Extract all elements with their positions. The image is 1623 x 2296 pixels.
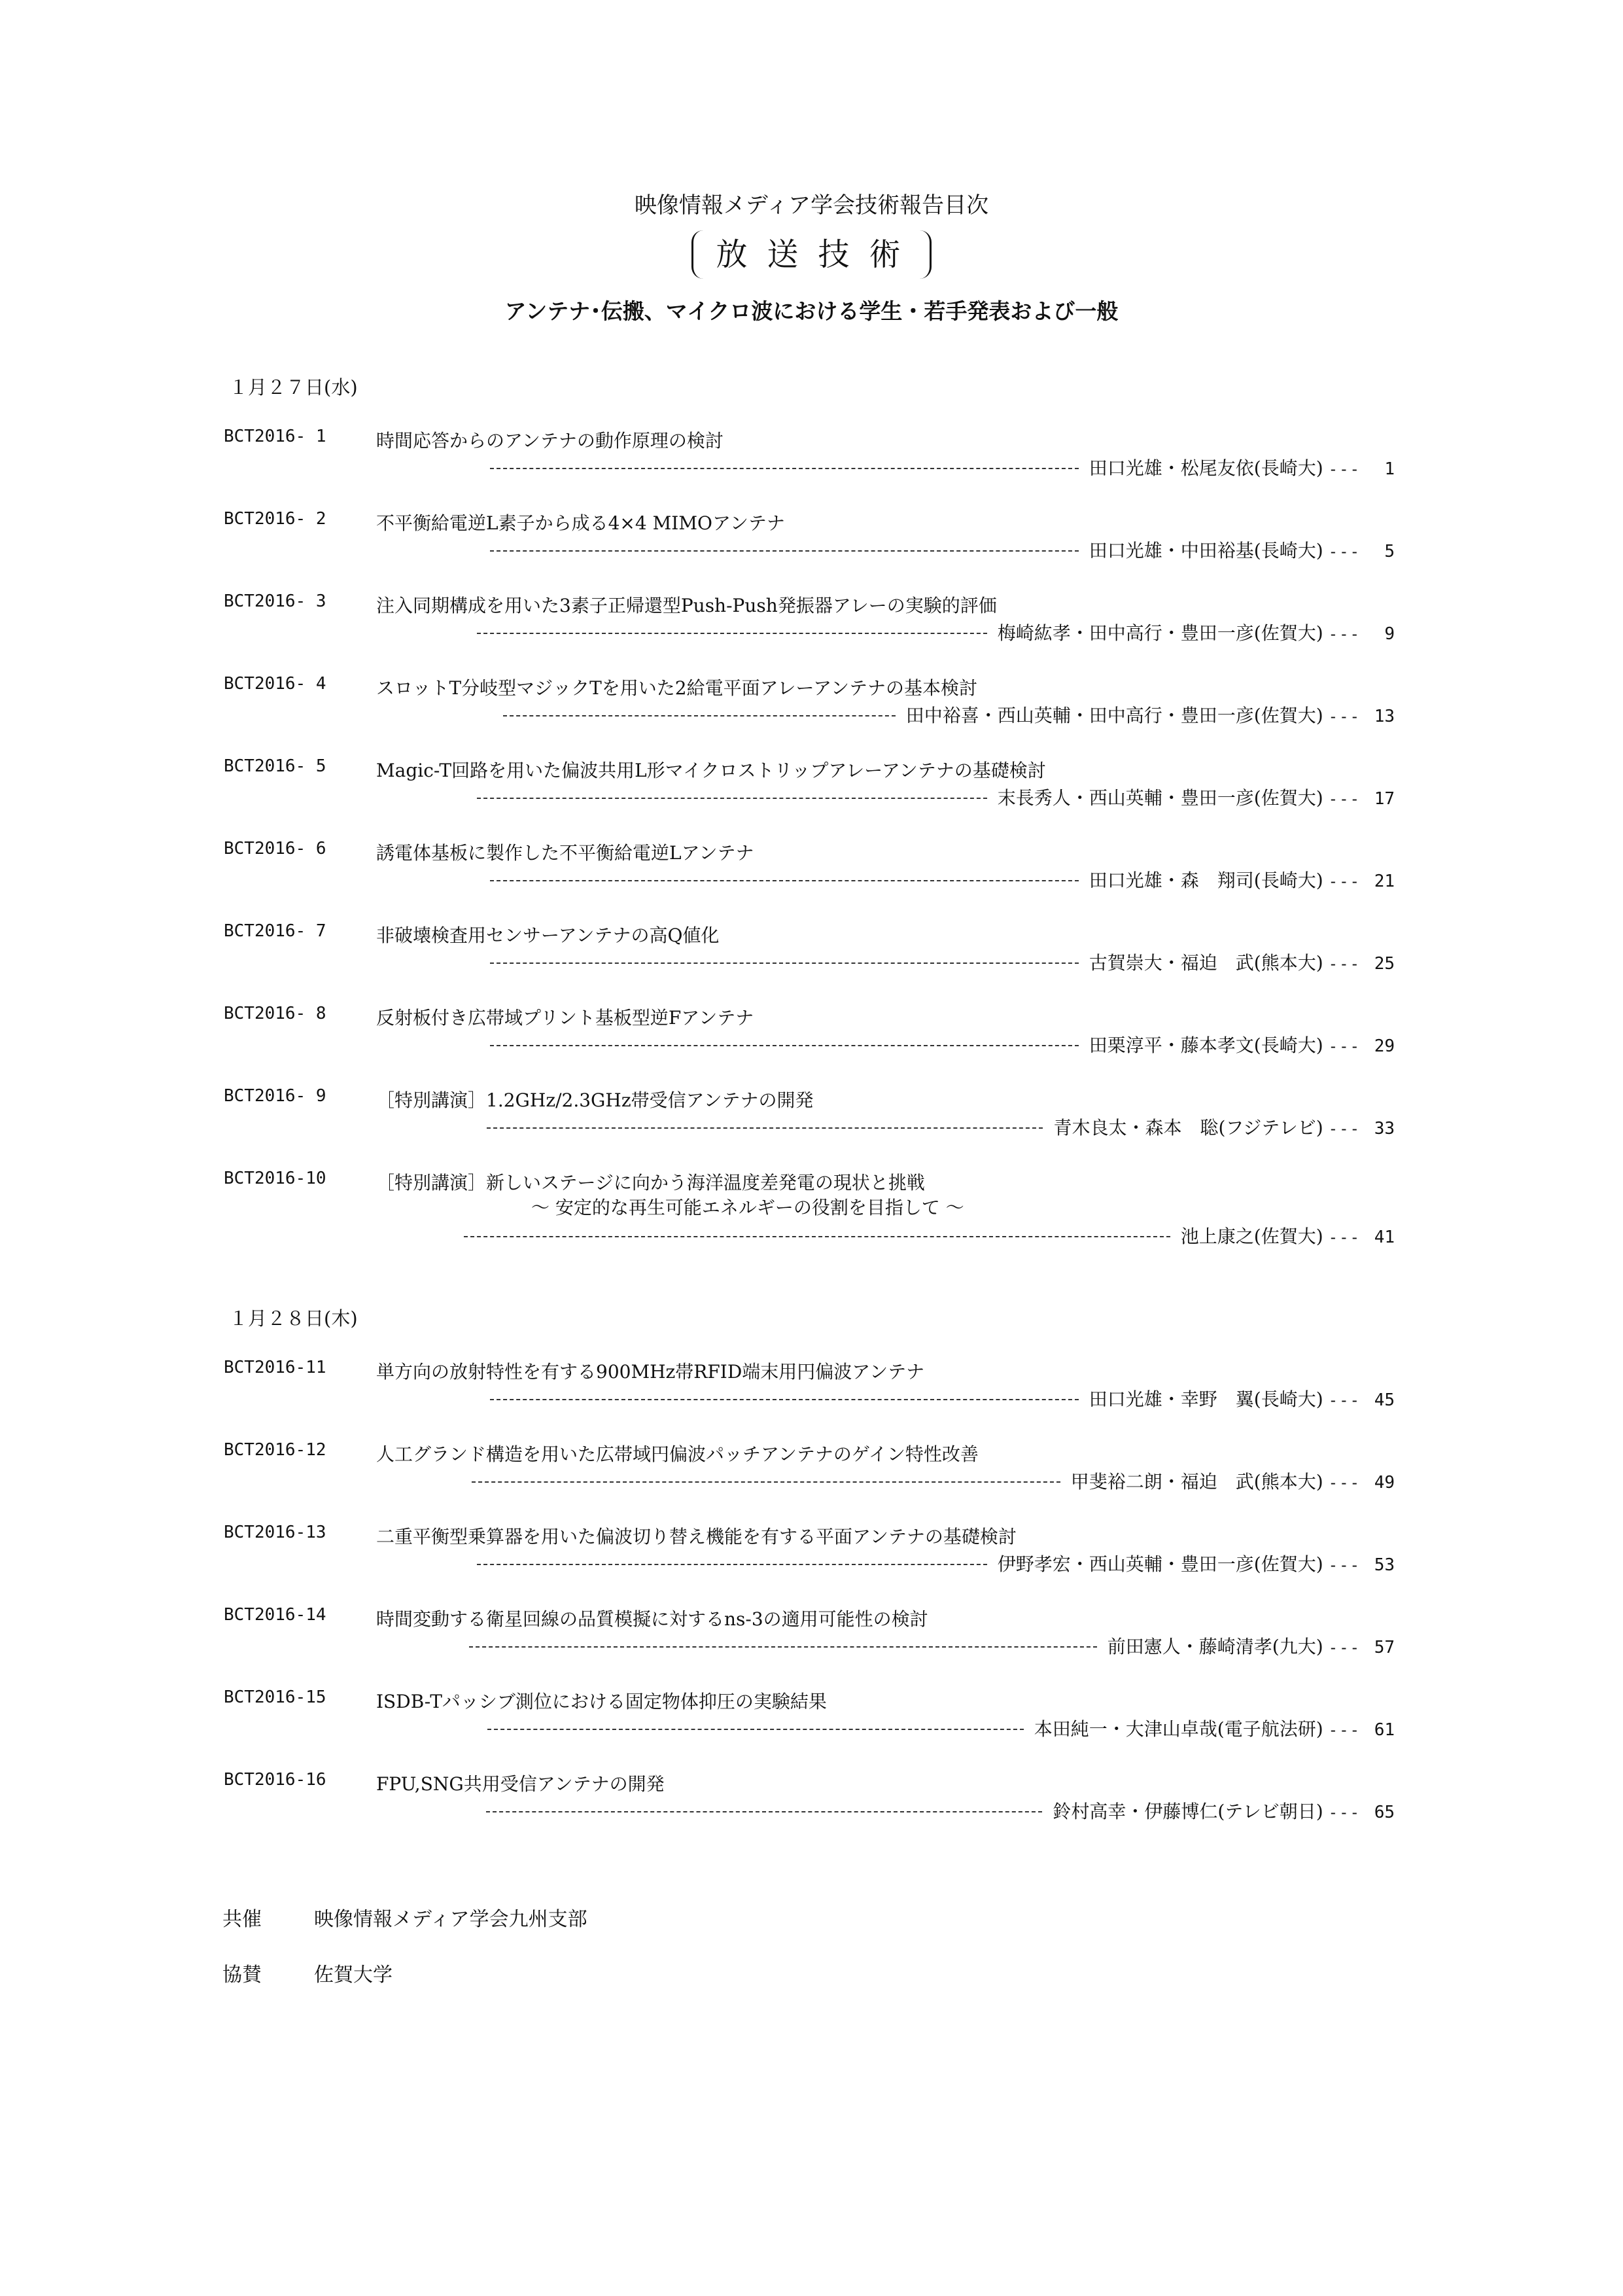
entry-page: 57	[1374, 1638, 1395, 1657]
dotted-leader	[487, 1127, 1043, 1129]
entry-code: BCT2016- 5	[224, 756, 326, 776]
dash-trail: ---	[1328, 1391, 1361, 1409]
entry-authors-line	[477, 619, 1395, 645]
entry-authors-line	[477, 1550, 1395, 1576]
toc-entry	[224, 1440, 1395, 1492]
entry-authors-line	[487, 1114, 1395, 1140]
header-society-line: 映像情報メディア学会技術報告目次	[634, 192, 989, 219]
entry-page: 61	[1374, 1720, 1395, 1740]
entry-subtitle: ～ 安定的な再生可能エネルギーの役割を目指して ～	[531, 1197, 964, 1218]
entry-page: 17	[1374, 789, 1395, 809]
day-heading: １月２８日(木)	[229, 1307, 358, 1330]
dotted-leader	[490, 550, 1079, 552]
entry-page: 49	[1374, 1473, 1395, 1492]
dash-trail: ---	[1328, 707, 1361, 726]
entry-code: BCT2016- 2	[224, 509, 326, 529]
entry-code: BCT2016-15	[224, 1687, 326, 1707]
toc-entry	[224, 1004, 1395, 1056]
support-label: 協賛	[222, 1964, 262, 1987]
entry-authors-line	[503, 701, 1395, 728]
dash-trail: ---	[1328, 625, 1361, 643]
entry-title: 非破壊検査用センサーアンテナの高Q値化	[376, 925, 720, 946]
entry-title: Magic-T回路を用いた偏波共用L形マイクロストリップアレーアンテナの基礎検討	[376, 760, 1046, 781]
entry-authors-line	[490, 454, 1395, 480]
dash-trail: ---	[1328, 1803, 1361, 1822]
entry-page: 45	[1374, 1390, 1395, 1410]
entry-authors-line	[490, 537, 1395, 563]
entry-title: 不平衡給電逆L素子から成る4×4 MIMOアンテナ	[376, 512, 785, 534]
entry-authors: 本田純一・大津山卓哉(電子航法研)	[1034, 1718, 1323, 1740]
dotted-leader	[490, 468, 1079, 469]
entry-code: BCT2016- 1	[224, 427, 326, 446]
toc-entry	[224, 1086, 1395, 1139]
dash-trail: ---	[1328, 1228, 1361, 1246]
dotted-leader	[477, 633, 987, 634]
entry-authors-line	[490, 949, 1395, 975]
dash-trail: ---	[1328, 542, 1361, 561]
dotted-leader	[490, 1045, 1079, 1046]
entry-authors-line	[477, 784, 1395, 810]
dotted-leader	[486, 1811, 1042, 1812]
toc-entry	[224, 509, 1395, 561]
entry-code: BCT2016-13	[224, 1523, 326, 1542]
dotted-leader	[487, 1729, 1024, 1730]
entry-authors-line	[487, 1715, 1395, 1741]
entry-authors: 田口光雄・松尾友依(長崎大)	[1089, 457, 1323, 479]
entry-code: BCT2016- 3	[224, 592, 326, 611]
entry-code: BCT2016-12	[224, 1440, 326, 1460]
entry-title: スロットT分岐型マジックTを用いた2給電平面アレーアンテナの基本検討	[376, 677, 977, 699]
entry-authors: 鈴村高幸・伊藤博仁(テレビ朝日)	[1053, 1801, 1323, 1822]
entry-code: BCT2016-10	[224, 1169, 326, 1188]
entry-title: ［特別講演］1.2GHz/2.3GHz帯受信アンテナの開発	[376, 1089, 814, 1111]
entry-code: BCT2016-11	[224, 1358, 326, 1377]
dash-trail: ---	[1328, 1721, 1361, 1739]
entry-code: BCT2016- 8	[224, 1004, 326, 1023]
header-subtitle: アンテナ･伝搬、マイクロ波における学生・若手発表および一般	[504, 298, 1119, 324]
entry-authors: 末長秀人・西山英輔・豊田一彦(佐賀大)	[997, 787, 1323, 809]
toc-entry	[224, 1687, 1395, 1740]
entry-title: 人工グランド構造を用いた広帯域円偏波パッチアンテナのゲイン特性改善	[376, 1443, 979, 1465]
toc-entry	[224, 1523, 1395, 1575]
entry-authors: 田栗淳平・藤本孝文(長崎大)	[1089, 1034, 1323, 1056]
dash-trail: ---	[1328, 955, 1361, 973]
entry-title: 反射板付き広帯域プリント基板型逆Fアンテナ	[376, 1007, 754, 1029]
sponsor-value: 映像情報メディア学会九州支部	[314, 1908, 587, 1931]
entry-authors: 池上康之(佐賀大)	[1180, 1226, 1323, 1247]
entry-code: BCT2016-16	[224, 1770, 326, 1790]
entry-authors: 田口光雄・森 翔司(長崎大)	[1089, 870, 1323, 891]
entry-authors-line	[469, 1633, 1395, 1659]
entry-page: 29	[1374, 1036, 1395, 1056]
support-value: 佐賀大学	[314, 1964, 393, 1987]
dash-trail: ---	[1328, 1120, 1361, 1138]
entry-title: 二重平衡型乗算器を用いた偏波切り替え機能を有する平面アンテナの基礎検討	[376, 1526, 1017, 1547]
toc-entry	[224, 674, 1395, 726]
entry-authors: 田口光雄・中田裕基(長崎大)	[1089, 540, 1323, 561]
entry-authors: 伊野孝宏・西山英輔・豊田一彦(佐賀大)	[997, 1553, 1323, 1575]
entry-page: 21	[1374, 872, 1395, 891]
header-title: 放送技術	[691, 230, 931, 279]
entry-page: 33	[1374, 1119, 1395, 1139]
entry-authors: 田中裕喜・西山英輔・田中高行・豊田一彦(佐賀大)	[905, 705, 1323, 726]
entry-authors: 青木良太・森本 聡(フジテレビ)	[1053, 1117, 1323, 1139]
entry-page: 25	[1374, 954, 1395, 974]
entry-page: 1	[1384, 459, 1395, 479]
entry-page: 13	[1374, 707, 1395, 726]
dotted-leader	[490, 963, 1079, 964]
entry-authors-line	[490, 866, 1395, 892]
support-line	[222, 1958, 393, 1987]
entry-authors: 梅崎紘孝・田中高行・豊田一彦(佐賀大)	[997, 622, 1323, 644]
sponsor-line	[222, 1903, 587, 1932]
dotted-leader	[469, 1646, 1097, 1648]
entry-title: ［特別講演］新しいステージに向かう海洋温度差発電の現状と挑戦	[376, 1172, 925, 1193]
entry-code: BCT2016- 7	[224, 921, 326, 941]
entry-code: BCT2016-14	[224, 1605, 326, 1625]
header-title-wrap	[0, 230, 1623, 279]
entry-title: 誘電体基板に製作した不平衡給電逆Lアンテナ	[376, 842, 754, 864]
toc-entry	[224, 1605, 1395, 1657]
dash-trail: ---	[1328, 1556, 1361, 1574]
toc-entry	[224, 756, 1395, 809]
dotted-leader	[490, 880, 1079, 881]
dotted-leader	[490, 1399, 1079, 1400]
dotted-leader	[477, 798, 987, 799]
dash-trail: ---	[1328, 1638, 1361, 1657]
dash-trail: ---	[1328, 1037, 1361, 1055]
entry-code: BCT2016- 4	[224, 674, 326, 694]
entry-page: 65	[1374, 1803, 1395, 1822]
entry-title: 時間変動する衛星回線の品質模擬に対するns-3の適用可能性の検討	[376, 1608, 928, 1630]
dotted-leader	[464, 1236, 1170, 1237]
entry-authors: 田口光雄・幸野 翼(長崎大)	[1089, 1388, 1323, 1410]
entry-title: ISDB-Tパッシブ測位における固定物体抑圧の実験結果	[376, 1691, 827, 1712]
entry-authors: 甲斐裕二朗・福迫 武(熊本大)	[1070, 1471, 1323, 1492]
entry-code: BCT2016- 6	[224, 839, 326, 858]
entry-code: BCT2016- 9	[224, 1086, 326, 1106]
dash-trail: ---	[1328, 460, 1361, 478]
entry-title: 注入同期構成を用いた3素子正帰還型Push-Push発振器アレーの実験的評価	[376, 595, 997, 616]
sponsor-label: 共催	[222, 1908, 262, 1931]
toc-entry	[224, 427, 1395, 479]
dotted-leader	[503, 715, 896, 716]
entry-authors-line	[464, 1222, 1395, 1248]
toc-entry	[224, 1358, 1395, 1410]
entry-authors-line	[490, 1385, 1395, 1411]
entry-authors-line	[490, 1031, 1395, 1057]
dash-trail: ---	[1328, 1474, 1361, 1492]
toc-entry	[224, 1169, 1395, 1247]
toc-entry	[224, 1770, 1395, 1822]
entry-authors: 古賀崇大・福迫 武(熊本大)	[1089, 952, 1323, 974]
toc-entry	[224, 839, 1395, 891]
entry-title: FPU,SNG共用受信アンテナの開発	[376, 1773, 665, 1795]
entry-page: 5	[1384, 542, 1395, 561]
entry-page: 53	[1374, 1555, 1395, 1575]
entry-authors: 前田憲人・藤崎清孝(九大)	[1107, 1636, 1323, 1657]
toc-entry	[224, 592, 1395, 644]
entry-page: 41	[1374, 1227, 1395, 1247]
entry-title: 単方向の放射特性を有する900MHz帯RFID端末用円偏波アンテナ	[376, 1361, 925, 1383]
dash-trail: ---	[1328, 790, 1361, 808]
day-heading: １月２７日(水)	[229, 376, 358, 398]
toc-entry	[224, 921, 1395, 974]
entry-page: 9	[1384, 624, 1395, 644]
entry-title: 時間応答からのアンテナの動作原理の検討	[376, 430, 724, 451]
dotted-leader	[472, 1481, 1060, 1483]
entry-authors-line	[486, 1797, 1395, 1824]
dotted-leader	[477, 1564, 987, 1565]
dash-trail: ---	[1328, 872, 1361, 891]
entry-authors-line	[472, 1468, 1395, 1494]
